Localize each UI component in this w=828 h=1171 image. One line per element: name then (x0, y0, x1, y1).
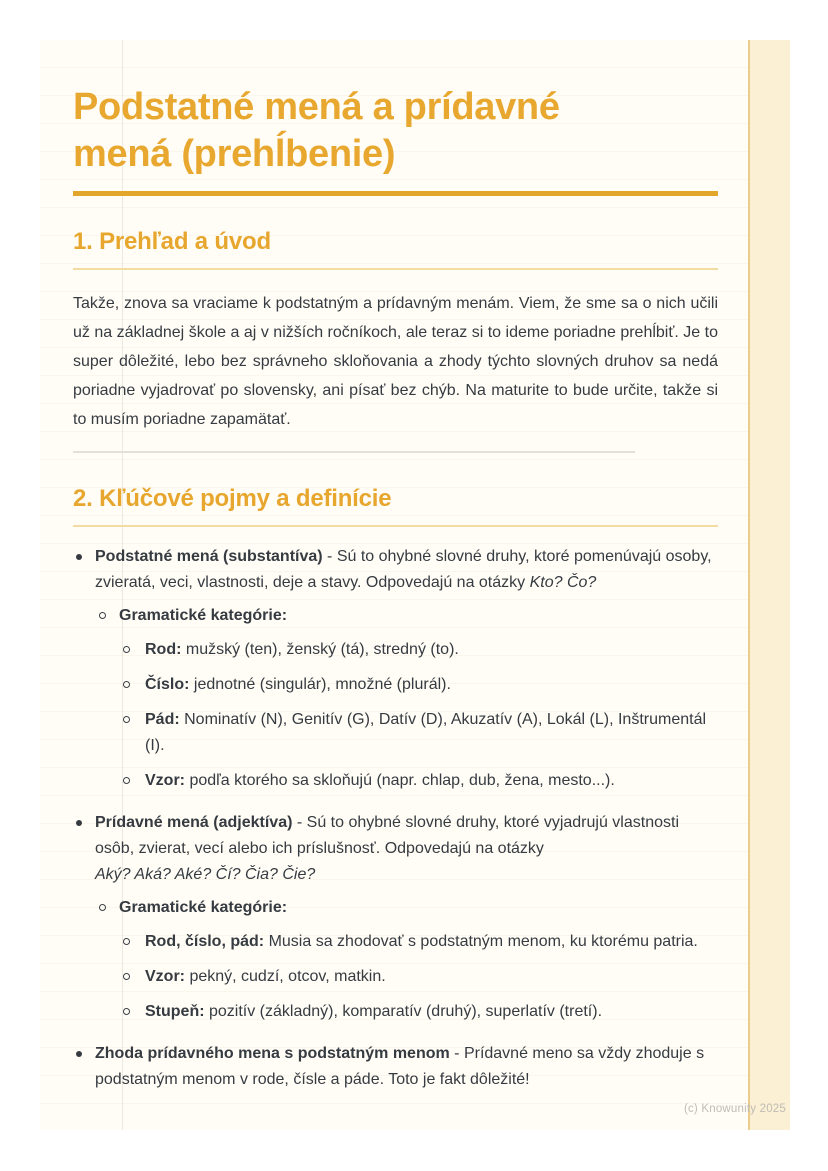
nouns-sublist (95, 603, 718, 794)
subitem-heading: Gramatické kategórie: (119, 607, 288, 625)
section-1-underline (73, 268, 718, 270)
subitem-term: Rod, číslo, pád: (145, 933, 265, 951)
note-page (40, 40, 790, 1130)
subitem-heading: Gramatické kategórie: (119, 899, 288, 917)
watermark: (c) Knowunity 2025 (683, 1103, 786, 1115)
subitem-term: Pád: (145, 711, 180, 729)
list-item-nouns (73, 544, 718, 794)
list-subsubitem-pad (119, 707, 718, 759)
page-right-margin-strip (748, 40, 790, 1130)
item-definition: - Sú to ohybné slovné druhy, ktoré pomenúvajú osoby, zvieratá, veci, vlastnosti, deje a stavy. Odpovedajú na otázky (95, 548, 712, 592)
subitem-term: Rod: (145, 641, 182, 659)
subitem-term: Číslo: (145, 676, 190, 694)
item-definition: - Prídavné meno sa vždy zhoduje s podstatným menom v rode, čísle a páde. Toto je fakt dôležité! (95, 1045, 705, 1089)
section-divider (73, 451, 635, 453)
page-content (40, 40, 718, 1093)
list-subsubitem-stupen (119, 999, 718, 1025)
subitem-text: Musia sa zhodovať s podstatným menom, ku ktorému patria. (264, 933, 698, 951)
item-questions: Kto? Čo? (529, 574, 597, 592)
item-questions: Aký? Aká? Aké? Čí? Čia? Čie? (95, 866, 316, 884)
item-definition: - Sú to ohybné slovné druhy, ktoré vyjadrujú vlastnosti osôb, zvierat, vecí alebo ich príslušnosť. Odpovedajú na otázky (95, 814, 679, 858)
title-rule (73, 191, 718, 196)
intro-paragraph: Takže, znova sa vraciame k podstatným a prídavným menám. Viem, že sme sa o nich učili už na základnej škole a aj v nižších ročníkoch, ale teraz si to ideme poriadne prehĺbiť. Je to super dôležité, lebo bez správneho skloňovania a zhody týchto slovných druhov sa nedá poriadne vyjadrovať po slovensky, ani písať bez chýb. Na maturite to bude určite, takže si to musím poriadne zapamätať. (73, 295, 718, 429)
list-item-adjectives (73, 810, 718, 1025)
list-subsubitem-vzor (119, 964, 718, 990)
subitem-text: pekný, cudzí, otcov, matkin. (185, 968, 386, 986)
list-subsubitem-rod (119, 637, 718, 663)
subitem-term: Vzor: (145, 772, 185, 790)
section-overview (73, 227, 718, 434)
noun-categories-list (119, 637, 718, 794)
subitem-text: pozitív (základný), komparatív (druhý), superlatív (tretí). (204, 1003, 603, 1021)
concepts-list (73, 544, 718, 1093)
list-item-agreement (73, 1041, 718, 1093)
page-title: Podstatné mená a prídavné mená (prehĺbenie) (73, 86, 560, 175)
item-term: Zhoda prídavného mena s podstatným menom (95, 1045, 450, 1063)
item-term: Prídavné mená (adjektíva) (95, 814, 293, 832)
subitem-term: Stupeň: (145, 1003, 205, 1021)
subitem-text: Nominatív (N), Genitív (G), Datív (D), Akuzatív (A), Lokál (L), Inštrumentál (I). (145, 711, 707, 755)
list-subsubitem-rod-cislo-pad (119, 929, 718, 955)
list-subitem-categories (95, 895, 718, 1025)
subitem-term: Vzor: (145, 968, 185, 986)
adjectives-sublist (95, 895, 718, 1025)
list-subitem-categories (95, 603, 718, 794)
list-subsubitem-vzor (119, 768, 718, 794)
list-subsubitem-cislo (119, 672, 718, 698)
adjective-categories-list (119, 929, 718, 1025)
subitem-text: mužský (ten), ženský (tá), stredný (to). (181, 641, 459, 659)
item-term: Podstatné mená (substantíva) (95, 548, 323, 566)
subitem-text: jednotné (singulár), množné (plurál). (189, 676, 451, 694)
section-2-underline (73, 525, 718, 527)
subitem-text: podľa ktorého sa skloňujú (napr. chlap, dub, žena, mesto...). (185, 772, 615, 790)
section-2-heading: 2. Kľúčové pojmy a definície (73, 485, 392, 513)
section-concepts (73, 484, 718, 1093)
section-1-heading: 1. Prehľad a úvod (73, 228, 271, 256)
